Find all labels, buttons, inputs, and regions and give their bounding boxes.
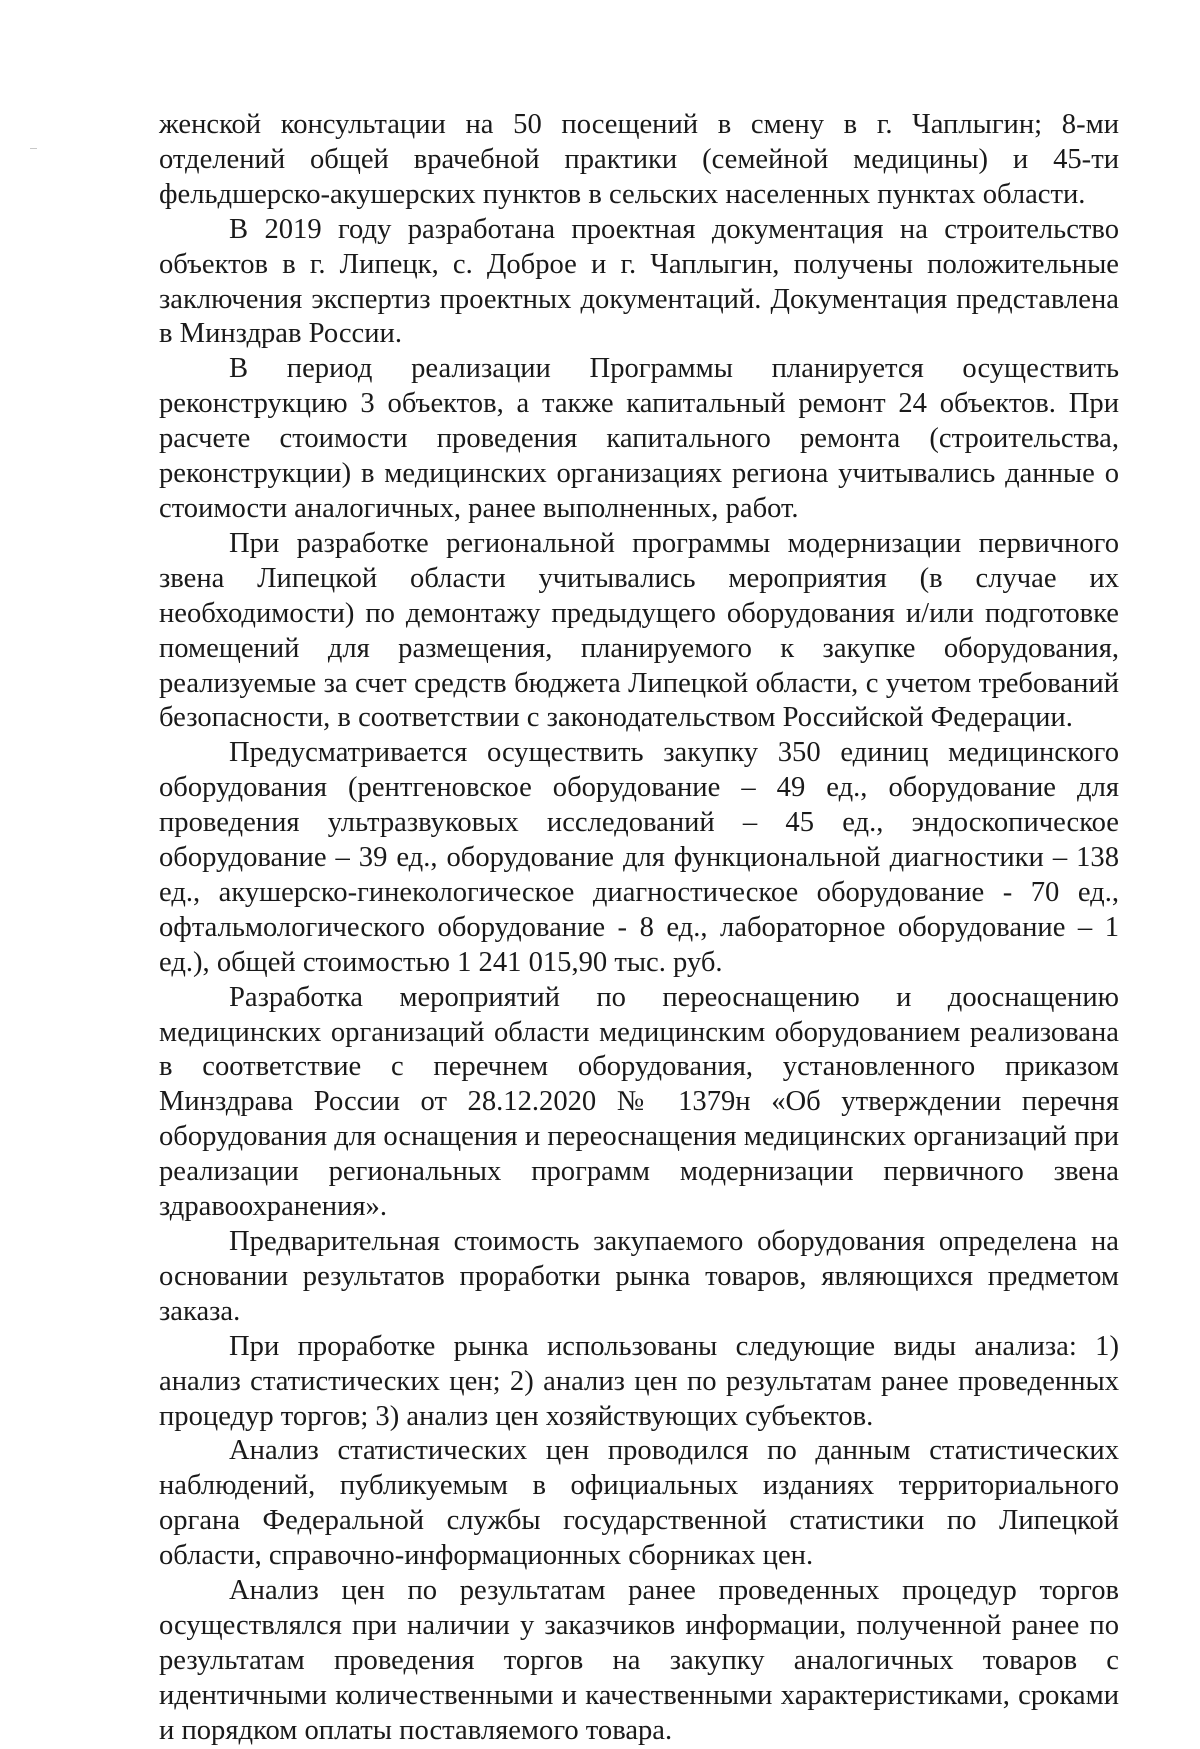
document-body: [159, 108, 1119, 1749]
paragraph-5: Предусматривается осуществить закупку 350 единиц медицинского оборудования (рентгеновское оборудование – 49 ед., оборудование для проведения ультразвуковых исследований – 45 ед., эндоскопическое оборудование – 39 ед., оборудование для функциональной диагностики – 138 ед., акушерско-гинекологическое диагностическое оборудование - 70 ед., офтальмологического оборудование - 8 ед., лабораторное оборудование – 1 ед.), общей стоимостью 1 241 015,90 тыс. руб.: [159, 737, 1119, 978]
paragraph-7: Предварительная стоимость закупаемого оборудования определена на основании результатов проработки рынка товаров, являющихся предметом заказа.: [159, 1226, 1119, 1327]
paragraph-3: В период реализации Программы планируется осуществить реконструкцию 3 объектов, а также капитальный ремонт 24 объектов. При расчете стоимости проведения капитального ремонта (строительства, реконструкции) в медицинских организациях региона учитывались данные о стоимости аналогичных, ранее выполненных, работ.: [159, 353, 1119, 524]
paragraph-6: Разработка мероприятий по переоснащению и дооснащению медицинских организаций области медицинским оборудованием реализована в соответствие с перечнем оборудования, установленного приказом Минздрава России от 28.12.2020 № 1379н «Об утверждении перечня оборудования для оснащения и переоснащения медицинских организаций при реализации региональных программ модернизации первичного звена здравоохранения».: [159, 981, 1119, 1223]
paragraph-4: При разработке региональной программы модернизации первичного звена Липецкой области учитывались мероприятия (в случае их необходимости) по демонтажу предыдущего оборудования и/или подготовке помещений для размещения, планируемого к закупке оборудования, реализуемые за счет средств бюджета Липецкой области, с учетом требований безопасности, в соответствии с законодательством Российской Федерации.: [159, 527, 1119, 734]
paragraph-2: В 2019 году разработана проектная документация на строительство объектов в г. Липецк, с. Доброе и г. Чаплыгин, получены положительные заключения экспертиз проектных документаций. Документация представлена в Минздрав России.: [159, 213, 1119, 350]
paragraph-1: женской консультации на 50 посещений в смену в г. Чаплыгин; 8-ми отделений общей врачебной практики (семейной медицины) и 45-ти фельдшерско-акушерских пунктов в сельских населенных пунктах области.: [159, 109, 1119, 210]
paragraph-9: Анализ статистических цен проводился по данным статистических наблюдений, публикуемым в официальных изданиях территориального органа Федеральной службы государственной статистики по Липецкой области, справочно-информационных сборниках цен.: [159, 1435, 1119, 1572]
paragraph-8: При проработке рынка использованы следующие виды анализа: 1) анализ статистических цен; 2) анализ цен по результатам ранее проведенных процедур торгов; 3) анализ цен хозяйствующих субъектов.: [159, 1330, 1119, 1432]
scan-artifact: [30, 148, 37, 149]
paragraph-10: Анализ цен по результатам ранее проведенных процедур торгов осуществлялся при наличии у заказчиков информации, полученной ранее по результатам проведения торгов на закупку аналогичных товаров с идентичными количественными и качественными характеристиками, сроками и порядком оплаты поставляемого товара.: [159, 1575, 1119, 1746]
